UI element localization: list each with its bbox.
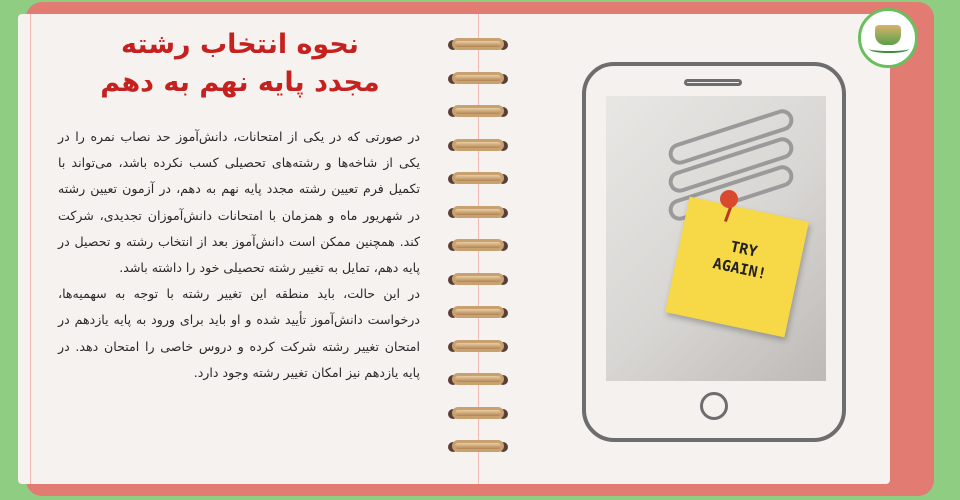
spiral-ring	[448, 273, 508, 287]
spiral-ring	[448, 172, 508, 186]
spiral-ring	[448, 239, 508, 253]
spiral-ring	[448, 105, 508, 119]
paragraph-1: در صورتی که در یکی از امتحانات، دانش‌آموز حد نصاب نمره را در یکی از شاخه‌ها و رشته‌های تحصیلی کسب نکرده باشد، می‌تواند با تکمیل فرم تعیین رشته مجدد پایه نهم به دهم، در آزمون تعیین رشته در شهریور ماه و همزمان با امتحانات دانش‌آموزان تجدیدی، شرکت کند. همچنین ممکن است دانش‌آموز بعد از انتخاب رشته و تحصیل در پایه دهم، تمایل به تغییر رشته تحصیلی خود را داشته باشد.	[58, 129, 420, 276]
tablet-home-button-icon	[700, 392, 728, 420]
ring-loop	[452, 407, 504, 419]
ring-loop	[452, 239, 504, 251]
ring-loop	[452, 72, 504, 84]
logo-mark	[875, 25, 901, 45]
sticky-note	[665, 197, 809, 338]
paragraph-2: در این حالت، باید منطقه این تغییر رشته با توجه به سهمیه‌ها، درخواست دانش‌آموز تأیید شده و او باید برای ورود به پایه یازدهم در امتحان تغییر رشته شرکت کرده و دروس خاصی را امتحان دهد. در پایه یازدهم نیز امکان تغییر رشته وجود دارد.	[58, 286, 420, 380]
title-line-2: مجدد پایه نهم به دهم	[100, 67, 380, 98]
sticky-note-text	[689, 229, 795, 289]
ring-loop	[452, 38, 504, 50]
ring-loop	[452, 440, 504, 452]
tablet-screen-photo	[606, 96, 826, 381]
logo-script	[869, 45, 909, 53]
ring-loop	[452, 105, 504, 117]
spiral-ring	[448, 407, 508, 421]
spiral-ring	[448, 38, 508, 52]
spiral-ring	[448, 139, 508, 153]
site-logo-icon[interactable]	[858, 8, 918, 68]
spiral-ring	[448, 306, 508, 320]
ring-loop	[452, 340, 504, 352]
tablet-illustration	[582, 62, 846, 442]
ring-loop	[452, 206, 504, 218]
spiral-ring	[448, 340, 508, 354]
title-line-1: نحوه انتخاب رشته	[121, 29, 359, 60]
spiral-ring	[448, 206, 508, 220]
spiral-ring	[448, 72, 508, 86]
article-body	[58, 124, 420, 386]
note-line-2: AGAIN!	[711, 254, 769, 284]
spiral-ring	[448, 373, 508, 387]
tablet-speaker	[684, 79, 742, 86]
spiral-ring	[448, 440, 508, 454]
ring-loop	[452, 306, 504, 318]
ring-loop	[452, 139, 504, 151]
ring-loop	[452, 273, 504, 285]
article-title	[70, 26, 410, 102]
ring-loop	[452, 373, 504, 385]
note-line-1: TRY	[728, 237, 760, 261]
ring-loop	[452, 172, 504, 184]
margin-line	[30, 14, 31, 484]
